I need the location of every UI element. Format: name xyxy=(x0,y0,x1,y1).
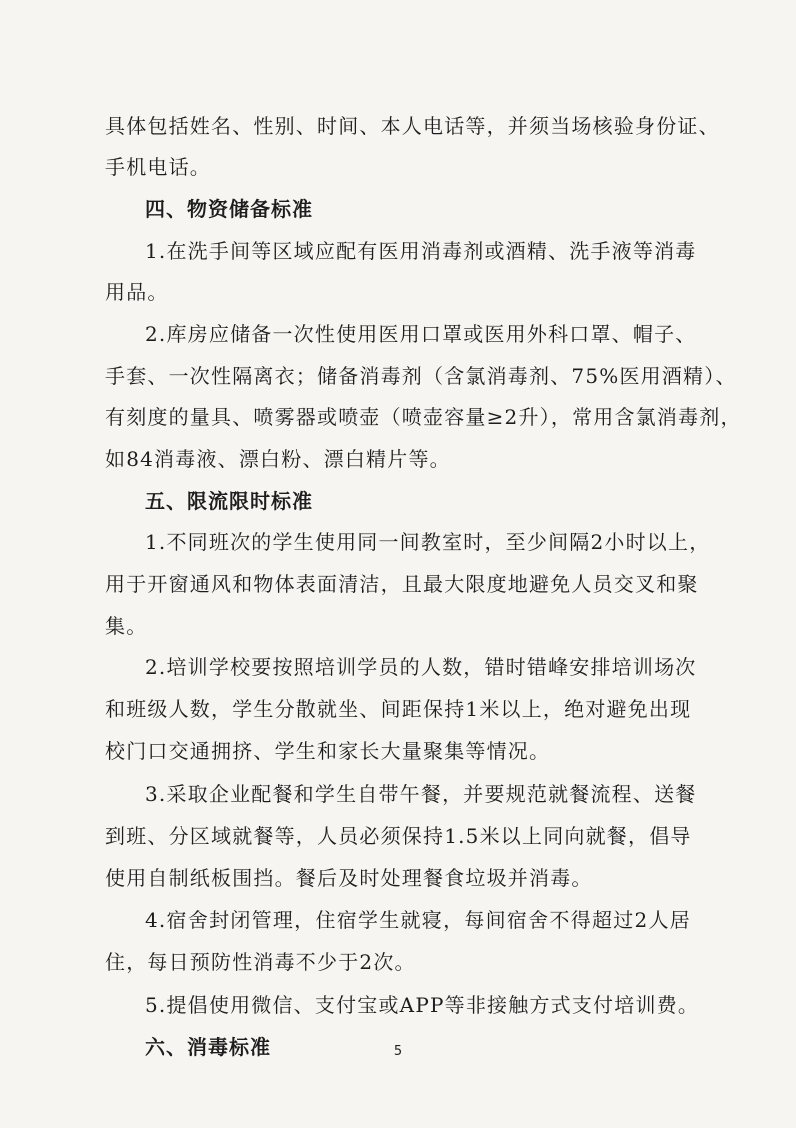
body-text-line: 5.提倡使用微信、支付宝或APP等非接触方式支付培训费。 xyxy=(145,993,700,1017)
body-text-line: 4.宿舍封闭管理，住宿学生就寝，每间宿舍不得超过2人居 xyxy=(145,908,691,932)
body-text-line: 1.在洗手间等区域应配有医用消毒剂或酒精、洗手液等消毒 xyxy=(145,239,697,263)
body-text-line: 3.采取企业配餐和学生自带午餐，并要规范就餐流程、送餐 xyxy=(145,782,697,806)
body-text-line: 2.库房应储备一次性使用医用口罩或医用外科口罩、帽子、 xyxy=(145,322,697,346)
body-text-line: 用品。 xyxy=(105,280,169,304)
section-heading-four: 四、物资储备标准 xyxy=(145,197,313,221)
body-text-line: 用于开窗通风和物体表面清洁，且最大限度地避免人员交叉和聚 xyxy=(105,572,699,596)
section-heading-five: 五、限流限时标准 xyxy=(145,489,313,513)
page-number: 5 xyxy=(393,1044,403,1059)
section-heading-six: 六、消毒标准 xyxy=(145,1035,271,1059)
body-text-line: 住，每日预防性消毒不少于2次。 xyxy=(105,950,416,974)
body-text-line: 使用自制纸板围挡。餐后及时处理餐食垃圾并消毒。 xyxy=(105,866,593,890)
body-text-line: 手机电话。 xyxy=(105,155,211,179)
body-text-line: 集。 xyxy=(105,614,148,638)
body-text-line: 有刻度的量具、喷雾器或喷壶（喷壶容量≥2升），常用含氯消毒剂， xyxy=(105,405,742,429)
body-text-line: 如84消毒液、漂白粉、漂白精片等。 xyxy=(105,447,451,471)
body-text-line: 校门口交通拥挤、学生和家长大量聚集等情况。 xyxy=(105,739,551,763)
body-text-line: 1.不同班次的学生使用同一间教室时，至少间隔2小时以上， xyxy=(145,530,711,554)
body-text-line: 2.培训学校要按照培训学员的人数，错时错峰安排培训场次 xyxy=(145,655,697,679)
body-text-line: 到班、分区域就餐等，人员必须保持1.5米以上同向就餐，倡导 xyxy=(105,824,692,848)
body-text-line: 和班级人数，学生分散就坐、间距保持1米以上，绝对避免出现 xyxy=(105,697,692,721)
body-text-line: 手套、一次性隔离衣；储备消毒剂（含氯消毒剂、75%医用酒精）、 xyxy=(105,364,737,388)
body-text-line: 具体包括姓名、性别、时间、本人电话等，并须当场核验身份证、 xyxy=(105,114,720,138)
